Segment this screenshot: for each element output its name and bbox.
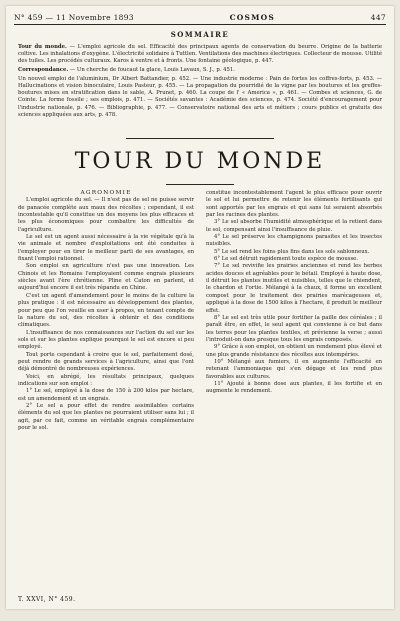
article-paragraph: 11° Ajouté à bonne dose aux plantes, il les fortifie et en augmente le rendement. xyxy=(206,380,382,395)
article-paragraph: 4° Le sel préserve les champignons parasites et les insectes nuisibles. xyxy=(206,234,382,248)
article-paragraph: 5° Le sel rend les foins plus fins dans les sols sablonneux. xyxy=(214,248,370,255)
toc-paragraph xyxy=(18,76,382,119)
toc-paragraph xyxy=(18,44,382,66)
article-paragraph: constitue incontestablement l'agent le plus efficace pour ouvrir le sol et lui permettre de retenir les éléments fertilisants qui sont apportés par les engrais et qui sans lui seraient absorbés par les racines des plantes. xyxy=(206,190,382,219)
article-paragraph: 9° Grâce à son emploi, on obtient un rendement plus élevé et une plus grande résistance des récoltes aux intempéries. xyxy=(206,344,382,358)
article-paragraph: 1° Le sel, employé à la dose de 150 à 200 kilos par hectare, est un amendement et un engrais. xyxy=(18,388,194,402)
volume-footer: T. XXVI, N° 459. xyxy=(18,596,76,603)
article-paragraph: Son emploi en agriculture n'est pas une innovation. Les Chinois et les Romains l'employaient comme engrais plusieurs siècles avant l'ère chrétienne. Pline et Caton en parlent, et aujourd'hui encore il est très répandu en Chine. xyxy=(18,263,194,292)
article-paragraph: L'emploi agricole du sel. — Il n'est pas de sel ne puisse servir de panacée complète aux maux des récoltes ; cependant, il est incontestable qu'il constitue un des moyens les plus efficaces et les plus économiques pour combattre les difficultés de l'agriculture. xyxy=(18,197,194,233)
article-paragraph: Tout porte cependant à croire que le sel, parfaitement dosé, peut rendre de grands services à l'agriculture, ainsi que l'ont déjà démontré de nombreuses expériences. xyxy=(18,351,194,373)
toc-paragraph xyxy=(18,67,382,74)
right-column xyxy=(206,190,382,396)
journal-page xyxy=(6,6,394,609)
article-paragraph: L'insuffisance de nos connaissances sur l'action du sel sur les sols et sur les plantes explique pourquoi le sel est encore si peu employé. xyxy=(18,329,194,351)
sommaire-heading: SOMMAIRE xyxy=(170,30,230,39)
article-paragraph: 8° Le sel est très utile pour fortifier la paille des céréales ; il paraît être, en effet, le seul agent qui convienne à ce but dans les terres pour les plantes textiles, et prévienne la verse ; aussi l'introduit-on dans presque tous les engrais composés. xyxy=(206,314,382,343)
toc-section-text: Un nouvel emploi de l'aluminium, Dr Albert Battandier, p. 452. — Une industrie moderne : Pain de fortes les coffres-forts, p. 453. — Hallucinations et vision binoculaire, Louis Pasteur, p. 455. — La propagation du pourridié de la vigne par les boutures et les greffes-boutures mises en stratification dans le sable, A. Prunet, p. 460. La coupe de l' « America », p. 461. — Combes et sciences, G. de Cointe. La forme fossile ; ses emplois, p. 471. — Sociétés savantes : Académie des sciences, p. 474. Société d'encouragement pour l'industrie nationale, p. 476. — Bibliographie, p. 477. — Conservatoire national des arts et métiers ; cours publics et gratuits des sciences appliquées aux arts, p. 478. xyxy=(18,75,382,118)
article-paragraph: 6° Le sel détruit rapidement toute espèce de mousse. xyxy=(214,256,358,263)
toc-section-head: Correspondance. xyxy=(18,67,69,74)
title-rule xyxy=(166,184,234,185)
article-paragraph: 10° Mélangé aux fumiers, il en augmente l'efficacité en retenant l'ammoniaque qui s'en dégage et les rend plus favorables aux cultures. xyxy=(206,358,382,380)
article-paragraph: Voici, en abrégé, les résultats principaux, quelques indications sur son emploi : xyxy=(18,373,194,387)
left-column xyxy=(18,190,194,432)
article-paragraph: 2° Le sel a pour effet de rendre assimilables certains éléments du sol que les plantes ne pourraient utiliser sans lui ; il agit, par ce fait, comme un véritable engrais complémentaire pour le sol. xyxy=(18,402,194,431)
toc-section-head: Tour du monde. xyxy=(18,44,67,50)
rubric-heading: AGRONOMIE xyxy=(80,190,132,196)
article-paragraph: 7° Le sel revivifie les prairies anciennes et rend les herbes acides douces et agréables pour le bétail. Employé à haute dose, il détruit les plantes inutiles et nuisibles, telles que le chiendent, le chardon et l'ortie. Mélangé à la chaux, il forme un excellent compost pour le traitement des prairies marécageuses et, appliqué à la dose de 1500 kilos à l'hectare, il produit le meilleur effet. xyxy=(206,263,382,314)
article-paragraph: 3° Le sel absorbe l'humidité atmosphérique et la retient dans le sol, compensant ainsi l'insuffisance de pluie. xyxy=(206,219,382,233)
sommaire-rule xyxy=(126,138,274,139)
article-paragraph: C'est un agent d'amendement pour le moins de la culture la plus pratique : il est nécessaire au développement des plantes, pour peu que l'on veuille en user à propos, en tenant compte de la nature du sol, des récoltes à obtenir et des conditions climatiques. xyxy=(18,292,194,329)
section-title: TOUR DU MONDE xyxy=(74,149,326,174)
header-rule xyxy=(14,24,386,25)
issue-date: N° 459 — 11 Novembre 1893 xyxy=(14,12,134,22)
running-header xyxy=(14,10,386,24)
table-of-contents xyxy=(18,44,382,121)
page-number: 447 xyxy=(370,12,386,22)
toc-section-text: — L'emploi agricole du sel. Efficacité des principaux agents de conservation du beurre. Origine de la batterie coltive. Les inhalations d'oxygène. L'électricité solidaire à Tuttlen. Ventilations des machines électriques. Collecteur de mousse. Utilité des tuiles. Les procédés culturaux. Karos à ventre et à fronts. Une fontaine géologique, p. 447. xyxy=(18,44,382,65)
article-paragraph: Le sel est un agent aussi nécessaire à la vie végétale qu'à la vie animale et nombre d'exploitations ont été conduites à l'employer pour en tirer le meilleur parti de ses avantages, en fixant l'emploi rationnel. xyxy=(18,234,194,263)
journal-title: COSMOS xyxy=(229,12,276,22)
toc-section-text: — Un cherche de foucaut la glace, Louis Lavaux, S. J., p. 451. xyxy=(69,67,235,74)
